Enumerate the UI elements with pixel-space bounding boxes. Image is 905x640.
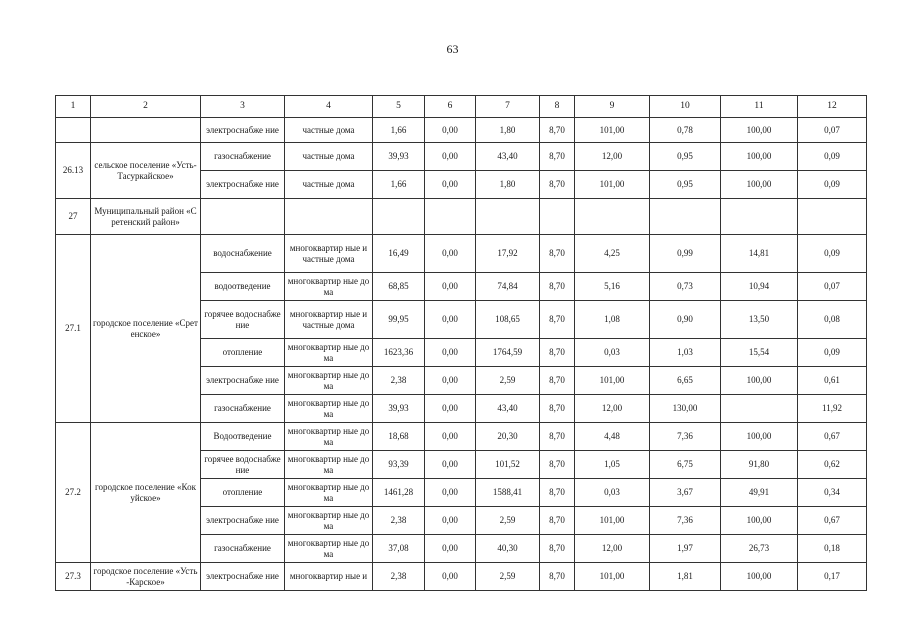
table-cell: 0,18 [798,535,867,563]
table-cell: многоквартир ные и частные дома [285,301,373,339]
table-cell: городское поселение «Сретенское» [91,235,201,423]
table-cell: электроснабже ние [201,171,285,199]
column-header: 9 [575,96,650,118]
table-cell: 1,03 [650,339,721,367]
table-cell: 1,80 [476,171,540,199]
column-header: 5 [373,96,425,118]
table-cell: 8,70 [540,479,575,507]
table-cell: 0,00 [425,479,476,507]
table-cell: 0,00 [425,171,476,199]
table-cell: отопление [201,339,285,367]
table-cell: 0,00 [425,301,476,339]
table-cell: 49,91 [721,479,798,507]
table-cell: 0,03 [575,479,650,507]
table-cell: 0,03 [575,339,650,367]
column-header: 7 [476,96,540,118]
table-cell: 1,66 [373,171,425,199]
table-cell [575,199,650,235]
table-cell: 1588,41 [476,479,540,507]
table-cell: 1,05 [575,451,650,479]
column-header: 8 [540,96,575,118]
column-header: 1 [56,96,91,118]
column-header: 10 [650,96,721,118]
table-cell: 1,80 [476,118,540,143]
table-cell: 2,38 [373,367,425,395]
table-cell: 7,36 [650,423,721,451]
table-cell: 39,93 [373,395,425,423]
table-cell: многоквартир ные и частные дома [285,235,373,273]
table-row [56,235,867,273]
column-header: 3 [201,96,285,118]
table-cell: 0,67 [798,507,867,535]
table-cell: 12,00 [575,395,650,423]
table-cell: 0,99 [650,235,721,273]
table-cell: 0,00 [425,507,476,535]
table-cell: 1764,59 [476,339,540,367]
column-header: 6 [425,96,476,118]
table-cell: 0,07 [798,273,867,301]
table-cell: 2,38 [373,507,425,535]
table-cell: многоквартир ные дома [285,451,373,479]
table-cell: горячее водоснабжение [201,451,285,479]
column-header: 12 [798,96,867,118]
table-cell: газоснабжение [201,143,285,171]
table-cell [540,199,575,235]
table-cell: 2,59 [476,563,540,591]
table-cell: городское поселение «Кокуйское» [91,423,201,563]
table-cell: 26,73 [721,535,798,563]
table-cell [91,118,201,143]
table-cell: 1461,28 [373,479,425,507]
table-cell: 8,70 [540,273,575,301]
table-cell: 26.13 [56,143,91,199]
table-cell: 1,81 [650,563,721,591]
table-cell: 100,00 [721,507,798,535]
table-cell: 27.2 [56,423,91,563]
table-cell: 4,48 [575,423,650,451]
table-cell: 8,70 [540,143,575,171]
table-cell: газоснабжение [201,535,285,563]
table-cell [798,199,867,235]
table-cell: частные дома [285,171,373,199]
table-cell: газоснабжение [201,395,285,423]
table-cell: 0,34 [798,479,867,507]
table-cell: 2,59 [476,507,540,535]
table-cell: 40,30 [476,535,540,563]
table-cell: 0,61 [798,367,867,395]
table-cell: 0,73 [650,273,721,301]
table-cell: сельское поселение «Усть-Тасуркайское» [91,143,201,199]
table-cell: 11,92 [798,395,867,423]
table-cell: 0,00 [425,235,476,273]
table-cell: 6,65 [650,367,721,395]
table-cell [201,199,285,235]
table-cell: 8,70 [540,507,575,535]
table-cell: 0,00 [425,535,476,563]
table-cell: 130,00 [650,395,721,423]
table-cell: 20,30 [476,423,540,451]
table-cell [373,199,425,235]
table-row [56,563,867,591]
table-cell: 0,00 [425,143,476,171]
table-cell: 6,75 [650,451,721,479]
table-cell: 1623,36 [373,339,425,367]
table-cell: 43,40 [476,143,540,171]
column-header: 4 [285,96,373,118]
table-row [56,143,867,171]
table-cell: 8,70 [540,535,575,563]
table-cell: 8,70 [540,451,575,479]
table-cell: 0,00 [425,423,476,451]
table-cell: 101,00 [575,367,650,395]
table-cell: Муниципальный район «Сретенский район» [91,199,201,235]
table-cell: 0,08 [798,301,867,339]
table-cell: электроснабже ние [201,507,285,535]
table-cell: 13,50 [721,301,798,339]
table-cell: 99,95 [373,301,425,339]
table-cell: водоотведение [201,273,285,301]
table-cell: 27.3 [56,563,91,591]
table-cell: 4,25 [575,235,650,273]
table-cell [425,199,476,235]
table-cell: 0,62 [798,451,867,479]
table-cell: отопление [201,479,285,507]
table-cell: 10,94 [721,273,798,301]
table-cell: 8,70 [540,118,575,143]
table-cell: 0,78 [650,118,721,143]
table-cell: 0,95 [650,143,721,171]
table-cell: 8,70 [540,235,575,273]
table-cell: водоснабжение [201,235,285,273]
table-cell: 91,80 [721,451,798,479]
table-cell: 27.1 [56,235,91,423]
table-cell: многоквартир ные дома [285,535,373,563]
table-cell: 8,70 [540,171,575,199]
table-cell: 101,00 [575,563,650,591]
table-cell: многоквартир ные дома [285,339,373,367]
table-cell: 15,54 [721,339,798,367]
table-cell: 18,68 [373,423,425,451]
table-cell: 43,40 [476,395,540,423]
table-cell: 0,00 [425,367,476,395]
table-cell: 0,17 [798,563,867,591]
table-cell: 8,70 [540,423,575,451]
table-cell: 0,67 [798,423,867,451]
table-cell: 16,49 [373,235,425,273]
table-cell [56,118,91,143]
table-row [56,199,867,235]
table-cell: частные дома [285,143,373,171]
table-cell [476,199,540,235]
table-cell: 8,70 [540,563,575,591]
table-cell: Водоотведение [201,423,285,451]
table-cell: 100,00 [721,143,798,171]
table-cell: 17,92 [476,235,540,273]
table-cell: 2,59 [476,367,540,395]
table-cell [721,199,798,235]
table-cell: 5,16 [575,273,650,301]
table-cell: частные дома [285,118,373,143]
table-cell: 68,85 [373,273,425,301]
table-cell: 12,00 [575,535,650,563]
table-cell: 101,00 [575,507,650,535]
table-cell: 100,00 [721,563,798,591]
table-cell: 2,38 [373,563,425,591]
table-cell: 101,00 [575,118,650,143]
column-header: 2 [91,96,201,118]
table-cell: 0,00 [425,339,476,367]
table-cell: многоквартир ные и [285,563,373,591]
table-cell: многоквартир ные дома [285,367,373,395]
table-cell: 100,00 [721,171,798,199]
table-cell: электроснабже ние [201,563,285,591]
table-cell: многоквартир ные дома [285,273,373,301]
table-cell: 1,08 [575,301,650,339]
table-row [56,423,867,451]
table-cell: городское поселение «Усть-Карское» [91,563,201,591]
table-cell: 0,00 [425,273,476,301]
table-cell: 8,70 [540,395,575,423]
table-cell: 0,90 [650,301,721,339]
table-cell: многоквартир ные дома [285,423,373,451]
table-cell: 108,65 [476,301,540,339]
table-cell: многоквартир ные дома [285,507,373,535]
table-cell: 100,00 [721,423,798,451]
table-cell: горячее водоснабжение [201,301,285,339]
table-cell: 0,95 [650,171,721,199]
table-cell: 0,00 [425,395,476,423]
table-cell [285,199,373,235]
table-cell: 93,39 [373,451,425,479]
header-row [56,96,867,118]
table-cell: 100,00 [721,118,798,143]
table-cell: электроснабже ние [201,367,285,395]
table-cell: 37,08 [373,535,425,563]
table-cell: 0,00 [425,563,476,591]
table-cell: 0,00 [425,451,476,479]
page-number: 63 [446,42,459,56]
table-cell: 1,66 [373,118,425,143]
table-cell: 27 [56,199,91,235]
table-cell: 0,09 [798,235,867,273]
table-cell: 8,70 [540,339,575,367]
table-cell: 7,36 [650,507,721,535]
table-cell: 100,00 [721,367,798,395]
table-cell: 14,81 [721,235,798,273]
table-cell: 101,52 [476,451,540,479]
table-cell: 101,00 [575,171,650,199]
table-body [56,96,867,591]
table-cell: многоквартир ные дома [285,479,373,507]
table-cell: 0,09 [798,171,867,199]
table-cell: 0,00 [425,118,476,143]
table-cell [721,395,798,423]
tariff-table [55,95,867,591]
table-cell: 1,97 [650,535,721,563]
table-cell: 0,09 [798,143,867,171]
table-row [56,118,867,143]
table-cell: 12,00 [575,143,650,171]
table-cell: 8,70 [540,367,575,395]
table-cell: 74,84 [476,273,540,301]
table-cell: электроснабже ние [201,118,285,143]
table-cell: 3,67 [650,479,721,507]
table-cell: 39,93 [373,143,425,171]
column-header: 11 [721,96,798,118]
table-cell: 0,07 [798,118,867,143]
table-cell [650,199,721,235]
table-cell: многоквартир ные дома [285,395,373,423]
table-cell: 8,70 [540,301,575,339]
table-cell: 0,09 [798,339,867,367]
